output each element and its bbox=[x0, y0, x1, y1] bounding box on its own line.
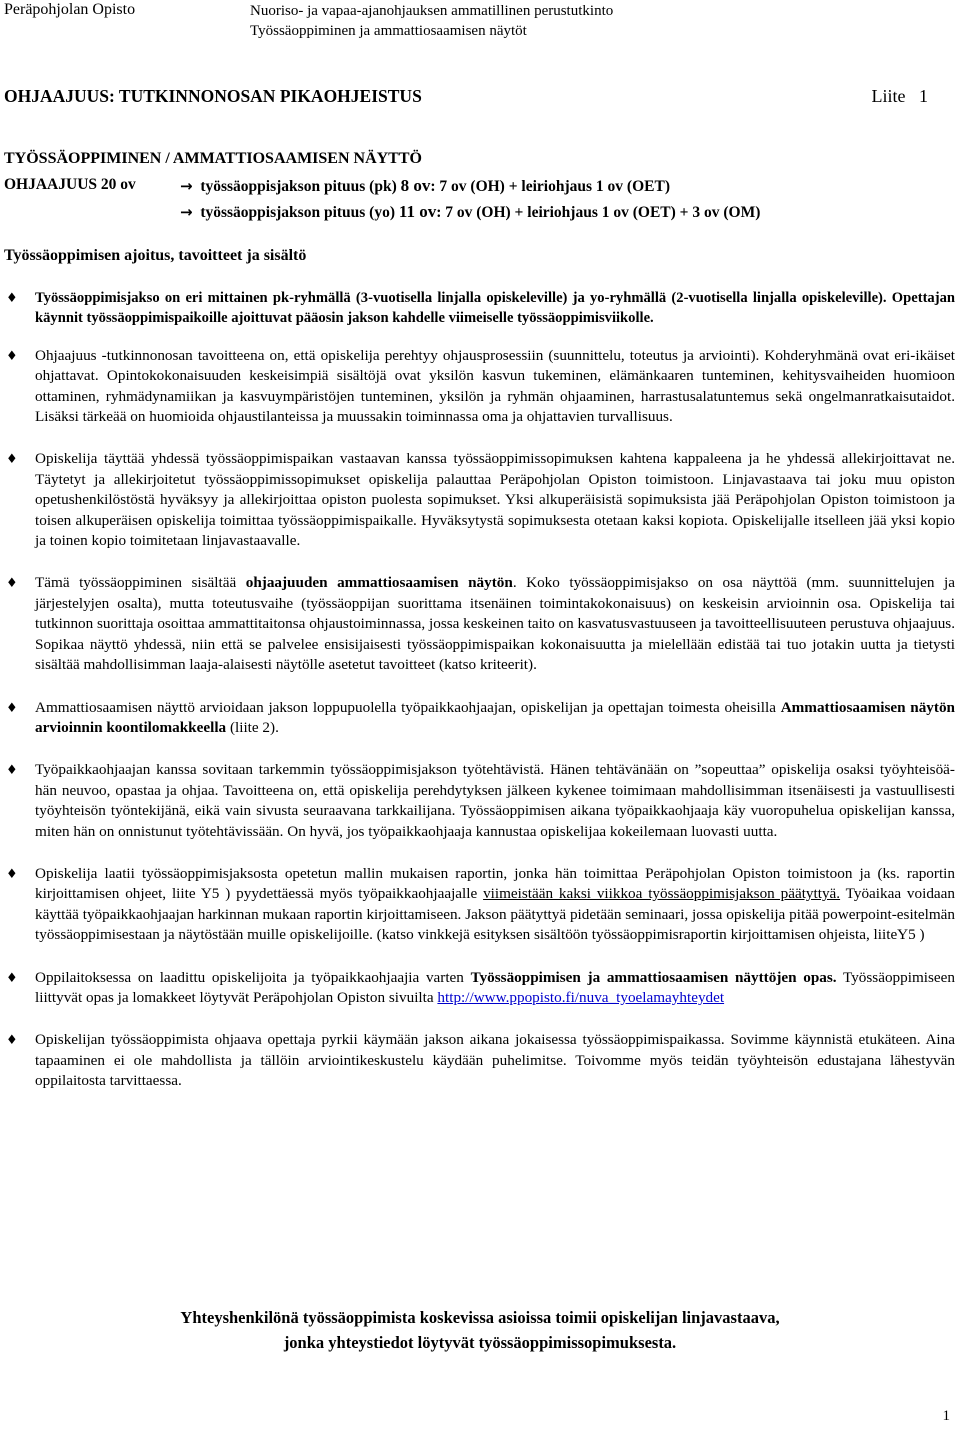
diamond-bullet-icon: ♦ bbox=[6, 866, 18, 882]
diamond-bullet-icon: ♦ bbox=[6, 970, 18, 986]
ohjaajuus-row-2: → työssäoppisjakson pituus (yo) 11 ov: 7 ov (OH) + leiriohjaus 1 ov (OET) + 3 ov (OM) bbox=[180, 202, 761, 221]
list-item: ♦ Oppilaitoksessa on laadittu opiskelijoita ja työpaikkaohjaajia varten Työssäoppimisen ja ammattiosaamisen näyttöjen opas. Työssäoppimiseen liittyvät opas ja lomakkeet löytyvät Peräpohjolan Opiston sivuilta http://www.ppopisto.fi/nuva_tyoelamayhteydet bbox=[6, 968, 955, 1006]
list-item: ♦ Ammattiosaamisen näyttö arvioidaan jakson loppupuolella työpaikkaohjaajan, opiskelijan ja opettajan toimesta oheisilla Ammattiosaamisen näytön arvioinnin koontilomakkeella (liite 2). bbox=[6, 698, 955, 736]
section-heading-1: TYÖSSÄOPPIMINEN / AMMATTIOSAAMISEN NÄYTTÖ bbox=[4, 150, 422, 167]
bullet-list bbox=[0, 288, 960, 1092]
liite-label: Liite 1 bbox=[871, 86, 928, 106]
diamond-bullet-icon: ♦ bbox=[6, 452, 18, 468]
diamond-bullet-icon: ♦ bbox=[6, 763, 18, 779]
diamond-bullet-icon: ♦ bbox=[6, 576, 18, 592]
diamond-bullet-icon: ♦ bbox=[6, 1033, 18, 1049]
diamond-bullet-icon: ♦ bbox=[6, 348, 18, 364]
list-item: ♦ Tämä työssäoppiminen sisältää ohjaajuuden ammattiosaamisen näytön. Koko työssäoppimisjakso on osa näyttöä (mm. suunnittelujen ja järjestelyjen osalta), mutta toteutusvaihe (työssäoppijan suorittama itsenäinen toimintakokonaisuus) on keskeisin arvioinnin osa. Opiskelija tai tutkinnon suorittaja osoittaa ammattitaitonsa ohjaustoiminnassa, jossa keskeinen taito on kasvatusvastuuseen ja tavoitteellisuuteen perustuva ohjaajuus. Sopikaa näyttö yhdessä, niin että se palvelee ensisijaisesti työssäoppimispaikan kokonaisuutta ja mielellään edistää tai tuo jotakin uutta ja tietysti sisältää mahdollisimman laaja-alaisesti näytölle asetetut tavoitteet (katso kriteerit). bbox=[6, 574, 955, 674]
arrow-right-icon: → bbox=[180, 177, 193, 195]
list-item: ♦ Työpaikkaohjaajan kanssa sovitaan tarkemmin työssäoppimisjakson työtehtävistä. Hänen tehtävänään on ”sopeuttaa” opiskelija osaksi työyhteisöä- hän neuvoo, opastaa ja ohjaa. Tavoitteena on, että opiskelija perehdytyksen jälkeen kykenee toimimaan mahdollisimman itsenäisesti ja vastuullisesti työyhteisön työntekijänä, eikä vain sivusta seuraavana tarkkailijana. Työssäoppimisen aikana työpaikkaohjaaja käy vuoropuhelua opiskelijan kanssa, miten hän on onnistunut työtehtävissään. On hyvä, jos työpaikkaohjaaja kannustaa opiskelijaa kokeilemaan luovasti uutta. bbox=[6, 761, 955, 840]
list-item: ♦ Opiskelija laatii työssäoppimisjaksosta opetetun mallin mukaisen raportin, jonka hän toimittaa Peräpohjolan Opiston toimistoon ja (ks. raportin kirjoittamisen ohjeet, liite Y5 ) pyydettäessä myös työpaikkaohjaajalle viimeistään kaksi viikkoa työssäoppimisjakson päätyttyä. Työaikaa voidaan käyttää työpaikkaohjaajan harkinnan mukaan raportin kirjoittamiseen. Jakson päätyttyä pidetään seminaari, jossa opiskelija pitää powerpoint-esitelmän työssäoppimisestaan ja näytöstään muille opiskelijoille. (katso vinkkejä esityksen sisältöön työssäoppimisraportin kirjoittamisen ohjeista, liiteY5 ) bbox=[6, 864, 955, 944]
list-item: ♦ Työssäoppimisjakso on eri mittainen pk-ryhmällä (3-vuotisella linjalla opiskeleville) ja yo-ryhmällä (2-vuotisella linjalla opiskeleville). Opettajan käynnit työssäoppimispaikoille ajoittuvat pääosin jakson kahdelle viimeiselle työssäoppimisviikolle. bbox=[6, 290, 955, 327]
list-item: ♦ Opiskelija täyttää yhdessä työssäoppimispaikan vastaavan kanssa työssäoppimissopimuksen kahtena kappaleena ja he yhdessä allekirjoittavat ne. Täytetyt ja allekirjoitetut työssäoppimissopimukset opiskelija palauttaa Peräpohjolan Opiston toimistoon. Linjavastaava tai joku muu opiston opetushenkilöstöstä hyväksyy ja allekirjoittaa opiston puolesta sopimukset. Yksi alkuperäisistä sopimuksista jää Peräpohjolan Opiston toimistoon ja toisen alkuperäisen opiskelija toimittaa työssäoppimispaikalle. Hyväksytystä sopimuksesta otetaan kaksi kopiota. Opiskelijalle itselleen jää yksi kopio ja toinen kopio toimitetaan linjavastaavalle. bbox=[6, 450, 955, 550]
header-org: Peräpohjolan Opisto bbox=[4, 1, 136, 18]
title-text: OHJAAJUUS: TUTKINNONOSAN PIKAOHJEISTUS bbox=[4, 86, 422, 106]
document-title bbox=[4, 86, 928, 107]
header-subtitle bbox=[250, 1, 613, 41]
closing-note bbox=[0, 1305, 960, 1355]
list-item: ♦ Ohjaajuus -tutkinnonosan tavoitteena on, että opiskelija perehtyy ohjausprosessiin (suunnittelu, toteutus ja arviointi). Kohderyhmänä ovat eri-ikäiset ohjattavat. Opintokokonaisuuden keskeisimpiä sisältöjä ovat yksilön kasvun tukeminen, elämänkaaren tunteminen, kehitysvaiheiden huomioon ottaminen, ryhmädynamiikan ja kasvuympäristöjen tunteminen, yksilön ja ryhmän ohjaaminen, harrastusalatuntemus sekä ongelmanratkaisutaidot. Lisäksi tärkeää on huomioida ohjaustilanteissa ja muussakin toiminnassa oma ja ohjattavien turvallisuus. bbox=[6, 346, 955, 426]
diamond-bullet-icon: ♦ bbox=[6, 700, 18, 716]
section-heading-2: Työssäoppimisen ajoitus, tavoitteet ja sisältö bbox=[4, 247, 307, 264]
arrow-right-icon: → bbox=[180, 203, 193, 221]
list-item: ♦ Opiskelijan työssäoppimista ohjaava opettaja pyrkii käymään jakson aikana jokaisessa työssäoppimispaikassa. Sovimme käynnistä etukäteen. Aina tapaaminen ei ole mahdollista ja tällöin arviointikeskustelu käydään puhelimitse. Toivomme myös teidän työyhteisön edustajana lähestyvän oppilaitosta tarvittaessa. bbox=[6, 1031, 955, 1090]
page-number: 1 bbox=[942, 1408, 950, 1424]
closing-line-2: jonka yhteystiedot löytyvät työssäoppimissopimuksesta. bbox=[283, 1333, 677, 1352]
header-line-1: Nuoriso- ja vapaa-ajanohjauksen ammatillinen perustutkinto bbox=[250, 3, 614, 19]
ohjaajuus-row-1: → työssäoppisjakson pituus (pk) 8 ov: 7 ov (OH) + leiriohjaus 1 ov (OET) bbox=[180, 176, 670, 195]
header-line-2: Työssäoppiminen ja ammattiosaamisen näytöt bbox=[250, 23, 527, 39]
closing-line-1: Yhteyshenkilönä työssäoppimista koskevissa asioissa toimii opiskelijan linjavastaava, bbox=[180, 1308, 780, 1327]
ohjaajuus-label: OHJAAJUUS 20 ov bbox=[4, 176, 136, 193]
diamond-bullet-icon: ♦ bbox=[6, 291, 18, 306]
opas-link[interactable]: http://www.ppopisto.fi/nuva_tyoelamayhteydet bbox=[437, 988, 725, 1006]
